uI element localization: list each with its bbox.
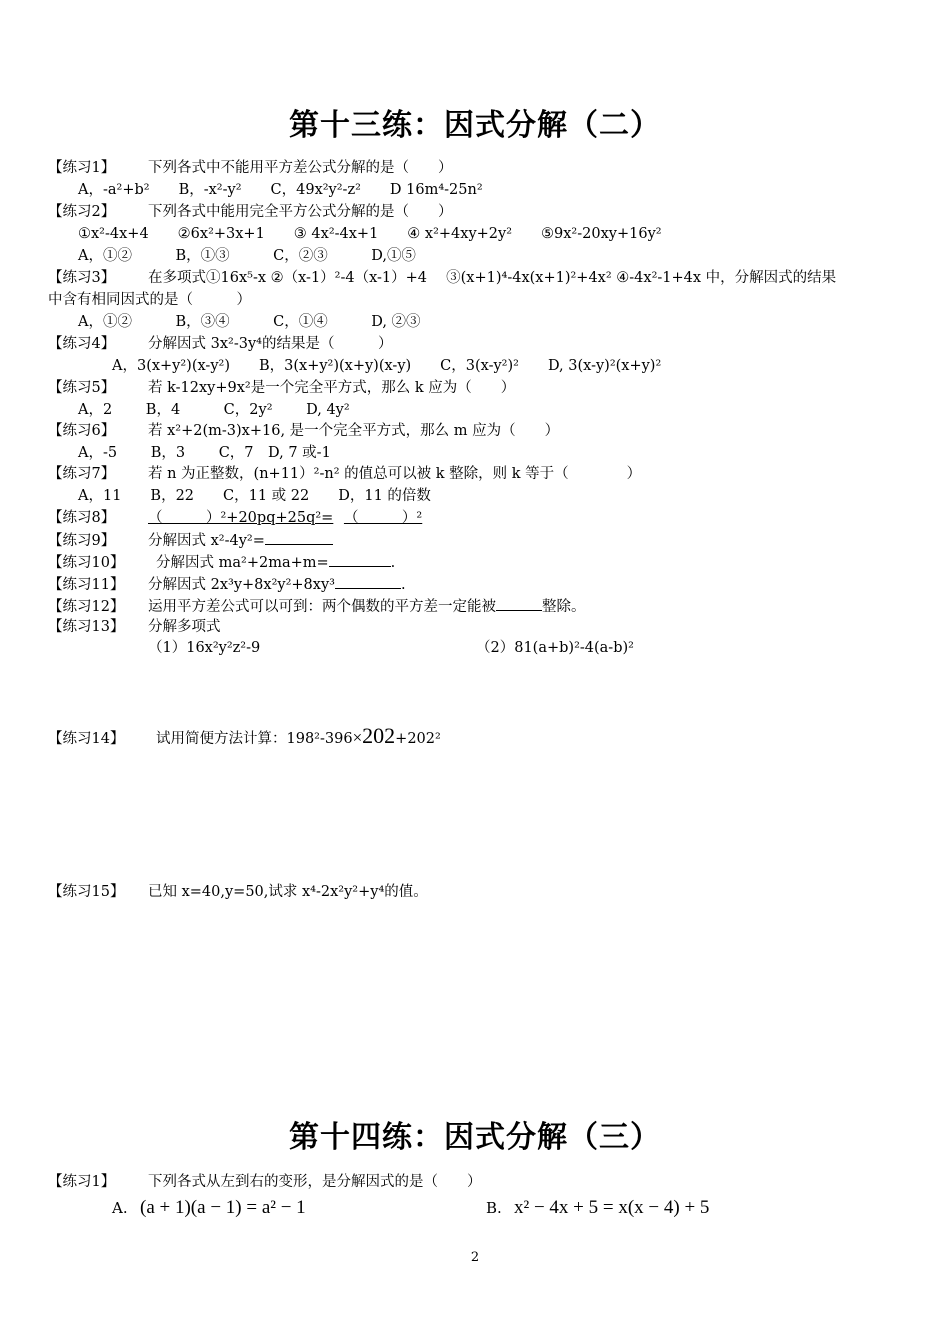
times-symbol: ×	[352, 728, 363, 747]
exercise-1-options: A，-a²+b² B，-x²-y² C，49x²y²-z² D 16m⁴-25n²	[78, 182, 483, 198]
exercise-4-options: A，3(x+y²)(x-y²) B，3(x+y²)(x+y)(x-y) C，3(x-y²)² D, 3(x-y)²(x+y)²	[112, 358, 662, 374]
exercise-3-question: 【练习3】 在多项式①16x⁵-x ②（x-1）²-4（x-1）+4 ③(x+1)⁴-4x(x+1)²+4x² ④-4x²-1+4x 中，分解因式的结果	[48, 270, 837, 286]
exercise-3-options: A，①② B，③④ C，①④ D, ②③	[78, 314, 421, 330]
exercise-11-question: 【练习11】 分解因式 2x³y+8x²y²+8xy³ .	[48, 574, 406, 595]
exercise-6-question: 【练习6】 若 x²+2(m-3)x+16, 是一个完全平方式，那么 m 应为（ ）	[48, 423, 560, 439]
exercise-tag: 【练习1】	[48, 160, 116, 176]
exercise-6-options: A，-5 B，3 C，7 D, 7 或-1	[78, 445, 331, 461]
exercise-3-question-cont: 中含有相同因式的是（ ）	[48, 292, 251, 308]
page-number: 2	[470, 1250, 480, 1265]
exercise-tag: 【练习14】	[48, 731, 125, 747]
exercise-7-question: 【练习7】 若 n 为正整数，(n+11）²-n² 的值总可以被 k 整除，则 k 等于（ ）	[48, 466, 642, 482]
option-b-label: B.	[486, 1199, 502, 1217]
lesson-14-title: 第十四练：因式分解（三）	[289, 1120, 661, 1155]
exercise-tag: 【练习15】	[48, 884, 125, 900]
exercise-7-options: A，11 B，22 C，11 或 22 D，11 的倍数	[78, 488, 431, 504]
exercise-tag: 【练习8】	[48, 510, 116, 526]
exercise-2-question: 【练习2】 下列各式中能用完全平方公式分解的是（ ）	[48, 204, 453, 220]
answer-blank[interactable]	[329, 552, 391, 567]
exercise-14-question: 【练习14】 试用简便方法计算：198²-396×202+202²	[48, 723, 441, 748]
exercise-tag: 【练习5】	[48, 380, 116, 396]
answer-blank[interactable]	[496, 596, 542, 611]
exercise-10-question: 【练习10】 分解因式 ma²+2ma+m= .	[48, 552, 395, 573]
exercise-tag: 【练习3】	[48, 270, 116, 286]
exercise-tag: 【练习4】	[48, 336, 116, 352]
exercise-tag: 【练习9】	[48, 533, 116, 549]
exercise-tag: 【练习13】	[48, 619, 125, 635]
exercise-13-question: 【练习13】 分解多项式	[48, 619, 221, 635]
exercise-tag: 【练习1】	[48, 1174, 116, 1190]
answer-blank[interactable]	[335, 574, 401, 589]
option-a-expression: (a + 1)(a − 1) = a² − 1	[140, 1197, 306, 1218]
exercise-13-part-2: （2）81(a+b)²-4(a-b)²	[476, 640, 634, 656]
exercise-13-part-1: （1）16x²y²z²-9	[148, 640, 261, 656]
exercise-2-expressions: ①x²-4x+4 ②6x²+3x+1 ③ 4x²-4x+1 ④ x²+4xy+2y² ⑤9x²-20xy+16y²	[78, 226, 662, 242]
exercise-tag: 【练习7】	[48, 466, 116, 482]
exercise-tag: 【练习12】	[48, 599, 125, 615]
exercise-5-options: A，2 B，4 C，2y² D, 4y²	[78, 402, 350, 418]
exercise-tag: 【练习2】	[48, 204, 116, 220]
exercise-tag: 【练习10】	[48, 555, 125, 571]
exercise-1-question: 【练习1】 下列各式中不能用平方差公式分解的是（ ）	[48, 160, 453, 176]
exercise-9-question: 【练习9】 分解因式 x²-4y²=	[48, 530, 333, 551]
option-b-expression: x² − 4x + 5 = x(x − 4) + 5	[514, 1197, 710, 1218]
exercise-2-options: A，①② B，①③ C，②③ D,①⑤	[78, 248, 416, 264]
lesson-13-title: 第十三练：因式分解（二）	[289, 108, 661, 143]
exercise-4-question: 【练习4】 分解因式 3x²-3y⁴的结果是（ ）	[48, 336, 393, 352]
option-a-label: A.	[112, 1199, 128, 1217]
exercise-12-question: 【练习12】 运用平方差公式可以可到：两个偶数的平方差一定能被 整除。	[48, 596, 586, 617]
lesson-14-exercise-1-question: 【练习1】 下列各式从左到右的变形，是分解因式的是（ ）	[48, 1174, 482, 1190]
exercise-tag: 【练习6】	[48, 423, 116, 439]
exercise-5-question: 【练习5】 若 k-12xy+9x²是一个完全平方式，那么 k 应为（ ）	[48, 380, 516, 396]
exercise-8-question: 【练习8】 （ ）²+20pq+25q²= （ ）²	[48, 510, 423, 526]
exercise-tag: 【练习11】	[48, 577, 125, 593]
answer-blank[interactable]	[265, 530, 333, 545]
exercise-15-question: 【练习15】 已知 x=40,y=50,试求 x⁴-2x²y²+y⁴的值。	[48, 884, 428, 900]
